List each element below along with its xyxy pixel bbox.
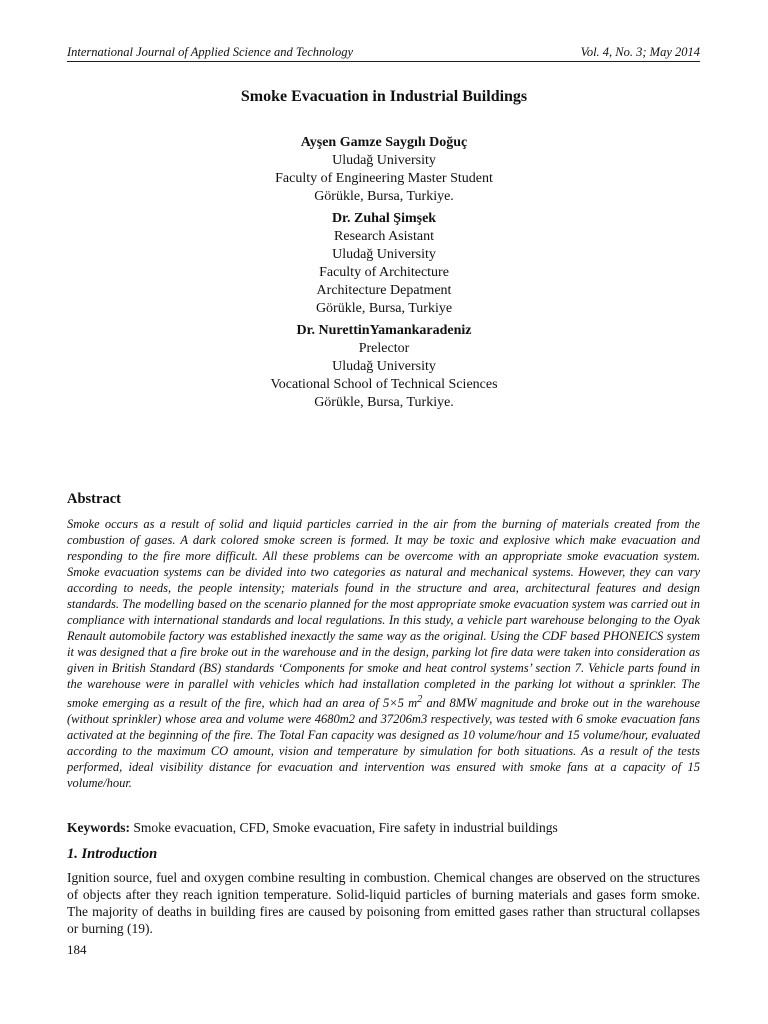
keywords-label: Keywords:: [67, 820, 130, 835]
author-affiliation-line: Uludağ University: [332, 359, 436, 374]
abstract-superscript: 2: [417, 694, 423, 705]
author-block: [0, 210, 768, 318]
author-affiliation-line: Architecture Depatment: [316, 283, 452, 298]
keywords: [67, 820, 700, 836]
abstract-heading: Abstract: [67, 491, 121, 507]
abstract-body: [67, 516, 700, 791]
running-header: [67, 45, 700, 62]
keywords-text: Smoke evacuation, CFD, Smoke evacuation, Fire safety in industrial buildings: [130, 820, 558, 835]
author-affiliation-line: Görükle, Bursa, Turkiye.: [314, 189, 454, 204]
author-name: Dr. NurettinYamankaradeniz: [296, 323, 472, 338]
author-block: [0, 134, 768, 206]
author-affiliation-line: Prelector: [358, 341, 410, 356]
paper-title: Smoke Evacuation in Industrial Buildings: [240, 88, 528, 105]
author-affiliation-line: Vocational School of Technical Sciences: [270, 377, 498, 392]
author-affiliation-line: Faculty of Engineering Master Student: [275, 171, 493, 186]
author-block: [0, 322, 768, 412]
author-name: Dr. Zuhal Şimşek: [331, 211, 437, 226]
author-affiliation-line: Uludağ University: [332, 153, 436, 168]
page-number: 184: [67, 942, 87, 957]
abstract-text-part-2: and 8MW magnitude and broke out in the warehouse (without sprinkler) whose area and volume were 4680m2 and 37206m3 respectively, was tested with 6 smoke evacuation fans activated at the beginning of the fire. The Total Fan capacity was designed as 10 volume/hour and 15 volume/hour, evaluated according to the maximum CO amount, vision and temperature by simulation for both situations. As a result of the tests performed, ideal visibility distance for evacuation and intervention was ensured with smoke fans at a capacity of 15 volume/hour.: [67, 696, 700, 791]
journal-name: International Journal of Applied Science and Technology: [67, 45, 354, 59]
author-affiliation-line: Uludağ University: [332, 247, 436, 262]
abstract-text-part-1: Smoke occurs as a result of solid and liquid particles carried in the air from the burning of materials created from the combustion of gases. A dark colored smoke screen is formed. It may be toxic and explosive which make evacuation and responding to the fire more difficult. All these problems can be overcome with an appropriate smoke evacuation system. Smoke evacuation systems can be divided into two categories as natural and mechanical systems. However, they can vary according to needs, the people intensity; materials found in the structure and area, architectural features and design standards. The modelling based on the scenario planned for the most appropriate smoke evacuation system was carried out in compliance with international standards and local regulations. In this study, a vehicle part warehouse belonging to the Oyak Renault automobile factory was established inexactly the same way as the original. Using the CDF based PHONEICS system it was designed that a fire broke out in the warehouse and in the design, parking lot fire data were taken into consideration as given in British Standard (BS) standards ‘Components for smoke and heat control systems’ section 7. Vehicle parts found in the warehouse were in parallel with vehicles which had installation completed in the parking lot without a sprinkler. The smoke emerging as a result of the fire, which had an area of 5×5 m: [67, 517, 700, 711]
author-name: Ayşen Gamze Saygılı Doğuç: [300, 135, 468, 150]
author-affiliation-line: Research Asistant: [334, 229, 434, 244]
issue-info: Vol. 4, No. 3; May 2014: [580, 45, 700, 59]
section-heading-introduction: 1. Introduction: [67, 846, 158, 862]
introduction-body: Ignition source, fuel and oxygen combine resulting in combustion. Chemical changes are observed on the structures of objects after they reach ignition temperature. Solid-liquid particles of burning materials and gases form smoke. The majority of deaths in building fires are caused by poisoning from emitted gases rather than structural collapses or burning (19).: [67, 870, 700, 936]
author-affiliation-line: Görükle, Bursa, Turkiye: [315, 301, 453, 316]
author-list: [0, 134, 768, 416]
author-affiliation-line: Görükle, Bursa, Turkiye.: [314, 395, 454, 410]
author-affiliation-line: Faculty of Architecture: [319, 265, 449, 280]
